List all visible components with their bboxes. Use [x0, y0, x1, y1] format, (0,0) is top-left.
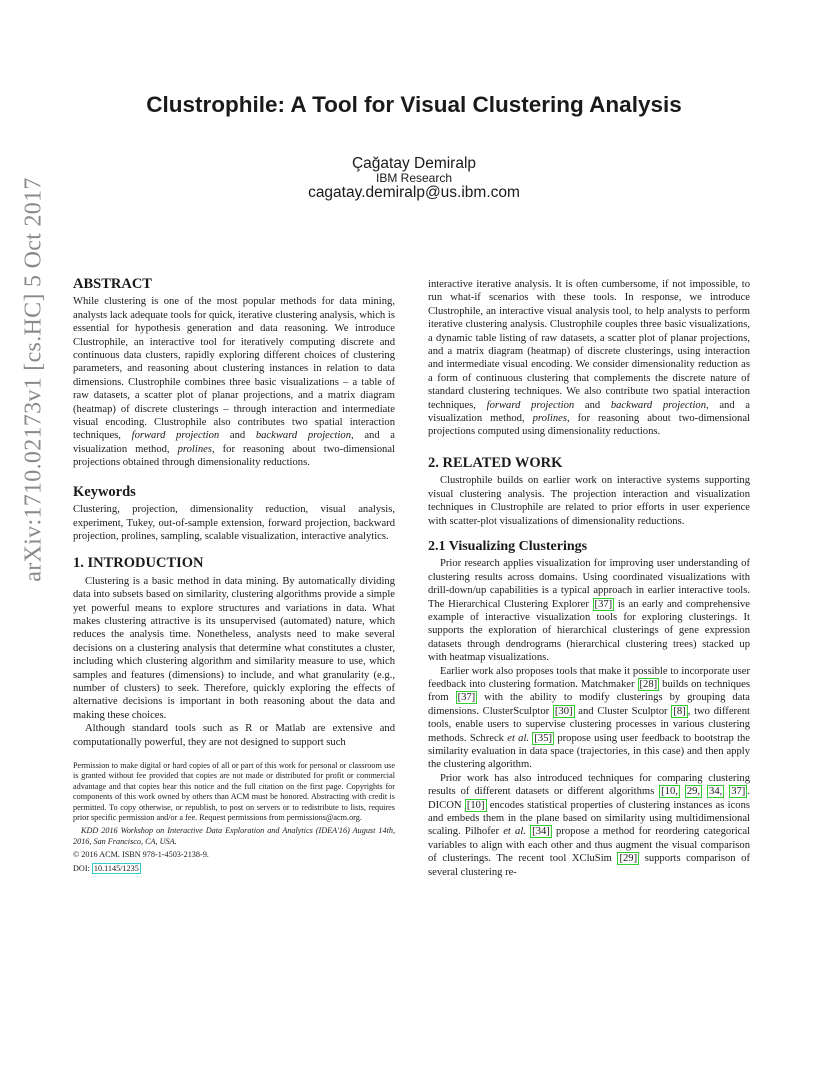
vis-paragraph-2: Earlier work also proposes tools that make it possible to incorporate user feedback into clustering formation. Matchmaker [28] builds on techniques from [37] with the ability to modify clusterings by grouping data dimensions. ClusterSculptor [30] and Cluster Sculptor [8] , two different tools, enable users to supervise clustering processes in various clustering methods. Schreck et al. [35] propose using user feedback to bootstrap the similarity evaluation in data space (trajectories, in this case) and then apply the clustering algorithm. [428, 665, 751, 771]
left-column [73, 278, 395, 874]
visualizing-clusterings-heading: 2.1 Visualizing Clusterings [428, 538, 588, 554]
author-affiliation: IBM Research [375, 171, 453, 185]
keywords-heading: Keywords [73, 483, 136, 500]
abstract-heading: ABSTRACT [73, 276, 152, 292]
arxiv-identifier: arXiv:1710.02173v1 [cs.HC] 5 Oct 2017 [20, 177, 47, 582]
intro-paragraph-2: Although standard tools such as R or Matlab are extensive and computationally powerful, they are not designed to support such [73, 723, 395, 748]
abstract-text: While clustering is one of the most popular methods for data mining, analysts lack adequate tools for quick, iterative clustering analysis, which is essential for hypothesis generation and data reasoning. We introduce Clustrophile, an interactive tool for iteratively computing discrete and continuous data clusters, rapidly exploring different choices of clustering parameters, and reasoning about clustering instances in relation to data dimensions. Clustrophile combines three basic visualizations – a table of raw datasets, a scatter plot of planar projections, and a matrix diagram (heatmap) of discrete clusterings – through interaction and intermediate visual encoding. Clustrophile also contributes two spatial interaction techniques, forward projection and backward projection, and a visualization method, prolines, for reasoning about two-dimensional projections obtained through dimensionality reductions. [73, 296, 396, 469]
citation-link[interactable]: [35] [534, 732, 553, 744]
doi-link[interactable]: 10.1145/1235 [93, 863, 139, 873]
citation-link[interactable]: 37] [731, 786, 746, 798]
vis-paragraph-3: Prior work has also introduced techniques for comparing clustering results of different datasets or different algorithms [10, 29, 34, 37] . DICON [10] encodes statistical properties of clustering instances as icons and embeds them in the plane based on similarity using multidimensional scaling. Pilhofer et al. [34] propose a method for reordering categorical variables to align with each other and thus augment the visual comparison of clusterings. The recent tool XCluSim [29] supports comparison of several clustering re- [428, 772, 751, 878]
intro-continuation: interactive iterative analysis. It is often cumbersome, if not impossible, to run what-if scenarios with these tools. In response, we introduce Clustrophile, an interactive visual analysis tool, to help analysts to perform iterative clustering analysis. Clustrophile couples three basic visualizations, a dynamic table listing of raw datasets, a scatter plot of planar projections, and a matrix diagram (heatmap) of discrete clusterings, using interaction and intermediate visual encoding. We consider dimensionality reduction as a form of continuous clustering that complements the discrete nature of standard clustering techniques. We also contribute two spatial interaction techniques, forward projection and backward projection, and a visualization method, prolines, for reasoning about two-dimensional projections computed using dimensionality reductions. [428, 279, 751, 438]
doi-line: DOI: 10.1145/1235 [73, 863, 139, 873]
citation-link[interactable]: [37] [457, 692, 476, 704]
keywords-text: Clustering, projection, dimensionality reduction, visual analysis, experiment, Tukey, out-of-sample extension, forward projection, backward projection, prolines, sampling, scalable visualization, interactive analytics. [73, 504, 395, 542]
citation-link[interactable]: 34, [709, 786, 723, 798]
related-work-paragraph: Clustrophile builds on earlier work on interactive systems supporting visual clustering analysis. The projection interaction and visualization techniques in Clustrophile are related to prior efforts in user experience with scatter-plot visualizations of dimensionality reductions. [428, 475, 750, 527]
citation-link[interactable]: [8] [673, 705, 686, 717]
right-column [428, 278, 750, 879]
vis-paragraph-1: Prior research applies visualization for improving user understanding of clustering results across domains. Using coordinated visualizations with drill-down/up capabilities is a typical approach in earlier interactive tools. The Hierarchical Clustering Explorer [37] is an early and comprehensive example of interactive visualization tools for exploring clusterings. It supports the exploration of hierarchical clusterings of gene expression datasets through dendrograms (hierarchical clustering trees) stacked up with heatmap visualizations. [428, 558, 751, 664]
paper-title: Clustrophile: A Tool for Visual Clustering Analysis [146, 92, 682, 117]
citation-link[interactable]: [10, [661, 786, 678, 798]
citation-link[interactable]: 29, [686, 786, 701, 798]
citation-link[interactable]: [28] [639, 678, 658, 690]
citation-link[interactable]: [29] [619, 853, 638, 865]
author-email: cagatay.demiralp@us.ibm.com [308, 184, 520, 201]
copyright-note: © 2016 ACM. ISBN 978-1-4503-2138-9. [73, 850, 209, 860]
related-work-heading: 2. RELATED WORK [428, 454, 563, 471]
permission-notice: Permission to make digital or hard copies of all or part of this work for personal or classroom use is granted without fee provided that copies are not made or distributed for profit or commercial advantage and that copies bear this notice and the full citation on the first page. Copyrights for components of this work owned by others than ACM must be honored. Abstracting with credit is permitted. To copy otherwise, or republish, to post on servers or to redistribute to lists, requires prior specific permission and/or a fee. Request permissions from permissions@acm.org. [73, 761, 395, 823]
venue-note: KDD 2016 Workshop on Interactive Data Exploration and Analytics (IDEA'16) August 14th, 2016, San Francisco, CA, USA. [73, 826, 395, 846]
footnote-block [73, 761, 395, 874]
author-name: Çağatay Demiralp [351, 155, 477, 172]
citation-link[interactable]: [30] [554, 705, 573, 717]
intro-paragraph-1: Clustering is a basic method in data mining. By automatically dividing data into subsets based on similarity, clustering algorithms provide a simple yet powerful means to explore structures and variations in data. What makes clustering attractive is its unsupervised (automated) nature, which reduces the analysis time. Nonetheless, analysts need to make several decisions on a clustering analysis that determine what constitutes a cluster, including which clustering algorithm and similarity measure to use, which samples and features (dimensions) to include, and what granularity (e.g., number of clusters) to seek. Therefore, quickly exploring the effects of alternative decisions is important in both reasoning about the data and making these choices. [73, 575, 395, 721]
citation-link[interactable]: [10] [466, 799, 485, 811]
citation-link[interactable]: [37] [594, 598, 613, 610]
author-block [0, 155, 828, 201]
citation-link[interactable]: [34] [532, 826, 550, 838]
introduction-heading: 1. INTRODUCTION [73, 555, 204, 572]
